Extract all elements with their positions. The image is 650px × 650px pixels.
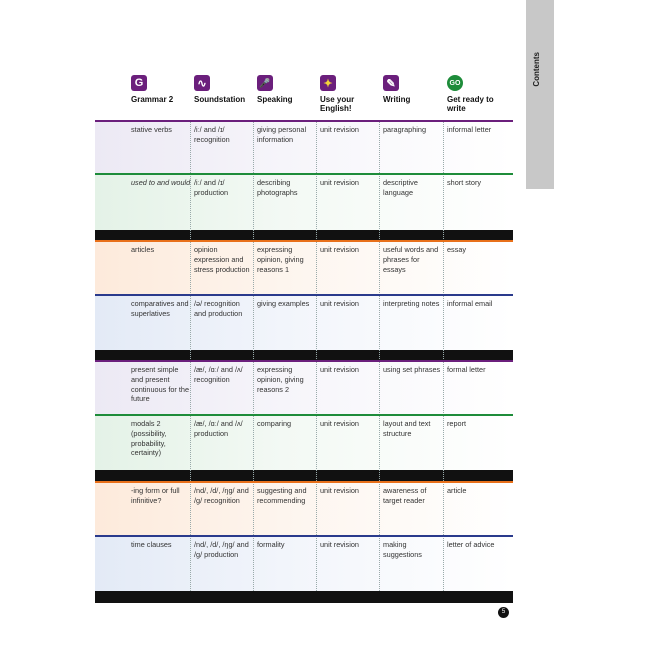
writing-cell: using set phrases [383, 365, 441, 374]
speaking-cell: expressing opinion, giving reasons 2 [257, 365, 304, 394]
table-row [95, 414, 513, 468]
get-ready-cell: essay [447, 245, 467, 254]
soundstation-cell: /æ/, /ɑː/ and /ʌ/ production [194, 419, 243, 438]
get-ready-cell: formal letter [447, 365, 486, 374]
grammar-cell: stative verbs [131, 125, 172, 134]
use-your-english-cell: unit revision [320, 125, 359, 134]
row-rule [95, 120, 513, 122]
soundstation-cell: /iː/ and /ɪ/ recognition [194, 125, 230, 144]
get-ready-cell: informal letter [447, 125, 492, 134]
contents-tab-label: Contents [532, 52, 541, 87]
header-label: Soundstation [194, 95, 246, 104]
use-your-english-cell: unit revision [320, 245, 359, 254]
get-ready-cell: article [447, 486, 467, 495]
header-use-your-english [320, 75, 370, 113]
microphone-icon: 🎤 [257, 75, 273, 91]
pen-icon: ✎ [383, 75, 399, 91]
get-ready-cell: informal email [447, 299, 493, 308]
header-label: Speaking [257, 95, 293, 104]
grammar-cell: modals 2 (possibility, probability, certainty) [131, 419, 167, 458]
table-row [95, 240, 513, 294]
writing-cell: interpreting notes [383, 299, 440, 308]
soundstation-cell: opinion expression and stress production [194, 245, 250, 274]
get-ready-cell: report [447, 419, 467, 428]
grammar-g-icon: G [131, 75, 147, 91]
header-label: Use your English! [320, 95, 355, 113]
header-label: Grammar 2 [131, 95, 174, 104]
speaking-cell: formality [257, 540, 285, 549]
row-rule [95, 294, 513, 296]
table-row [95, 360, 513, 414]
soundwave-icon: ∿ [194, 75, 210, 91]
row-rule [95, 173, 513, 175]
grammar-cell: articles [131, 245, 155, 254]
writing-cell: paragraphing [383, 125, 427, 134]
contents-tab[interactable] [526, 0, 554, 189]
grammar-cell: used to and would [131, 178, 191, 187]
header-soundstation [194, 75, 254, 104]
use-your-english-cell: unit revision [320, 540, 359, 549]
writing-cell: awareness of target reader [383, 486, 427, 505]
column-headers [95, 75, 513, 120]
table-row [95, 481, 513, 535]
page-number: 5 [498, 607, 509, 618]
speaking-cell: giving examples [257, 299, 310, 308]
header-writing [383, 75, 443, 104]
row-rule [95, 481, 513, 483]
table-row [95, 535, 513, 589]
go-icon: GO [447, 75, 463, 91]
writing-cell: making suggestions [383, 540, 422, 559]
lightbulb-icon: ✦ [320, 75, 336, 91]
soundstation-cell: /nd/, /d/, /ŋg/ and /g/ recognition [194, 486, 249, 505]
grammar-cell: time clauses [131, 540, 172, 549]
soundstation-cell: /nd/, /d/, /ŋg/ and /g/ production [194, 540, 249, 559]
soundstation-cell: /ə/ recognition and production [194, 299, 243, 318]
row-rule [95, 414, 513, 416]
writing-cell: layout and text structure [383, 419, 431, 438]
use-your-english-cell: unit revision [320, 178, 359, 187]
row-rule [95, 360, 513, 362]
get-ready-cell: letter of advice [447, 540, 495, 549]
table-row [95, 294, 513, 348]
row-rule [95, 240, 513, 242]
unit-divider-bar [95, 591, 513, 603]
speaking-cell: suggesting and recommending [257, 486, 307, 505]
speaking-cell: expressing opinion, giving reasons 1 [257, 245, 304, 274]
table-row [95, 173, 513, 228]
row-rule [95, 535, 513, 537]
grammar-cell: comparatives and superlatives [131, 299, 189, 318]
speaking-cell: describing photographs [257, 178, 298, 197]
header-label: Writing [383, 95, 411, 104]
use-your-english-cell: unit revision [320, 486, 359, 495]
speaking-cell: giving personal information [257, 125, 307, 144]
writing-cell: useful words and phrases for essays [383, 245, 439, 274]
writing-cell: descriptive language [383, 178, 418, 197]
speaking-cell: comparing [257, 419, 292, 428]
header-get-ready [447, 75, 497, 113]
grammar-cell: present simple and present continuous for the future [131, 365, 190, 404]
header-label: Get ready to write [447, 95, 494, 113]
header-speaking [257, 75, 317, 104]
use-your-english-cell: unit revision [320, 419, 359, 428]
table-row [95, 120, 513, 173]
header-grammar [131, 75, 191, 104]
use-your-english-cell: unit revision [320, 365, 359, 374]
get-ready-cell: short story [447, 178, 482, 187]
soundstation-cell: /æ/, /ɑː/ and /ʌ/ recognition [194, 365, 243, 384]
soundstation-cell: /iː/ and /ɪ/ production [194, 178, 229, 197]
use-your-english-cell: unit revision [320, 299, 359, 308]
grammar-cell: -ing form or full infinitive? [131, 486, 180, 505]
